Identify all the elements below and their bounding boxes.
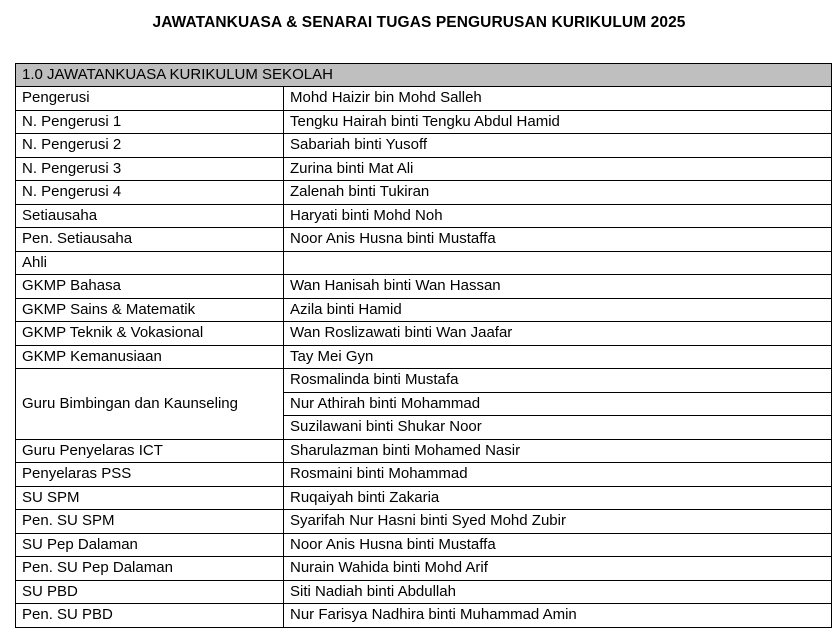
role-cell: Ahli [16,251,284,275]
name-cell: Sharulazman binti Mohamed Nasir [284,439,832,463]
role-cell: GKMP Kemanusiaan [16,345,284,369]
role-cell: Pen. SU PBD [16,604,284,628]
role-cell: Penyelaras PSS [16,463,284,487]
name-cell: Noor Anis Husna binti Mustaffa [284,228,832,252]
role-cell-counselling: Guru Bimbingan dan Kaunseling [16,369,284,440]
role-cell: SU PBD [16,580,284,604]
table-row [16,298,832,322]
table-row [16,251,832,275]
role-cell: SU Pep Dalaman [16,533,284,557]
name-cell: Wan Roslizawati binti Wan Jaafar [284,322,832,346]
role-cell: Pen. SU Pep Dalaman [16,557,284,581]
table-row [16,533,832,557]
table-row [16,439,832,463]
table-row [16,157,832,181]
name-cell: Tengku Hairah binti Tengku Abdul Hamid [284,110,832,134]
table-row [16,228,832,252]
name-cell: Suzilawani binti Shukar Noor [284,416,832,440]
name-cell: Haryati binti Mohd Noh [284,204,832,228]
table-row [16,134,832,158]
name-cell: Rosmaini binti Mohammad [284,463,832,487]
table-row [16,110,832,134]
role-cell: Guru Penyelaras ICT [16,439,284,463]
name-cell: Wan Hanisah binti Wan Hassan [284,275,832,299]
role-cell: GKMP Bahasa [16,275,284,299]
role-cell: N. Pengerusi 4 [16,181,284,205]
name-cell: Zurina binti Mat Ali [284,157,832,181]
name-cell: Sabariah binti Yusoff [284,134,832,158]
section-heading-row [16,64,832,87]
name-cell [284,251,832,275]
committee-table [15,63,832,628]
role-cell: GKMP Sains & Matematik [16,298,284,322]
table-row [16,275,832,299]
table-row [16,604,832,628]
role-cell: N. Pengerusi 2 [16,134,284,158]
document-title: JAWATANKUASA & SENARAI TUGAS PENGURUSAN KURIKULUM 2025 [152,14,686,31]
role-cell: Pengerusi [16,87,284,111]
name-cell: Azila binti Hamid [284,298,832,322]
name-cell: Tay Mei Gyn [284,345,832,369]
section-heading: 1.0 JAWATANKUASA KURIKULUM SEKOLAH [16,64,832,87]
role-cell: SU SPM [16,486,284,510]
table-row [16,181,832,205]
role-cell: N. Pengerusi 1 [16,110,284,134]
role-cell: Pen. SU SPM [16,510,284,534]
role-cell: Setiausaha [16,204,284,228]
table-row [16,87,832,111]
name-cell: Rosmalinda binti Mustafa [284,369,832,393]
role-cell: N. Pengerusi 3 [16,157,284,181]
table-row [16,510,832,534]
table-row [16,557,832,581]
name-cell: Siti Nadiah binti Abdullah [284,580,832,604]
table-row [16,580,832,604]
role-cell: Pen. Setiausaha [16,228,284,252]
committee-table-body [16,64,832,628]
table-row [16,486,832,510]
table-row [16,322,832,346]
table-row [16,369,832,393]
name-cell: Ruqaiyah binti Zakaria [284,486,832,510]
name-cell: Nurain Wahida binti Mohd Arif [284,557,832,581]
name-cell: Zalenah binti Tukiran [284,181,832,205]
name-cell: Noor Anis Husna binti Mustaffa [284,533,832,557]
table-row [16,463,832,487]
name-cell: Nur Athirah binti Mohammad [284,392,832,416]
table-row [16,204,832,228]
name-cell: Nur Farisya Nadhira binti Muhammad Amin [284,604,832,628]
role-cell: GKMP Teknik & Vokasional [16,322,284,346]
table-row [16,345,832,369]
name-cell: Syarifah Nur Hasni binti Syed Mohd Zubir [284,510,832,534]
name-cell: Mohd Haizir bin Mohd Salleh [284,87,832,111]
